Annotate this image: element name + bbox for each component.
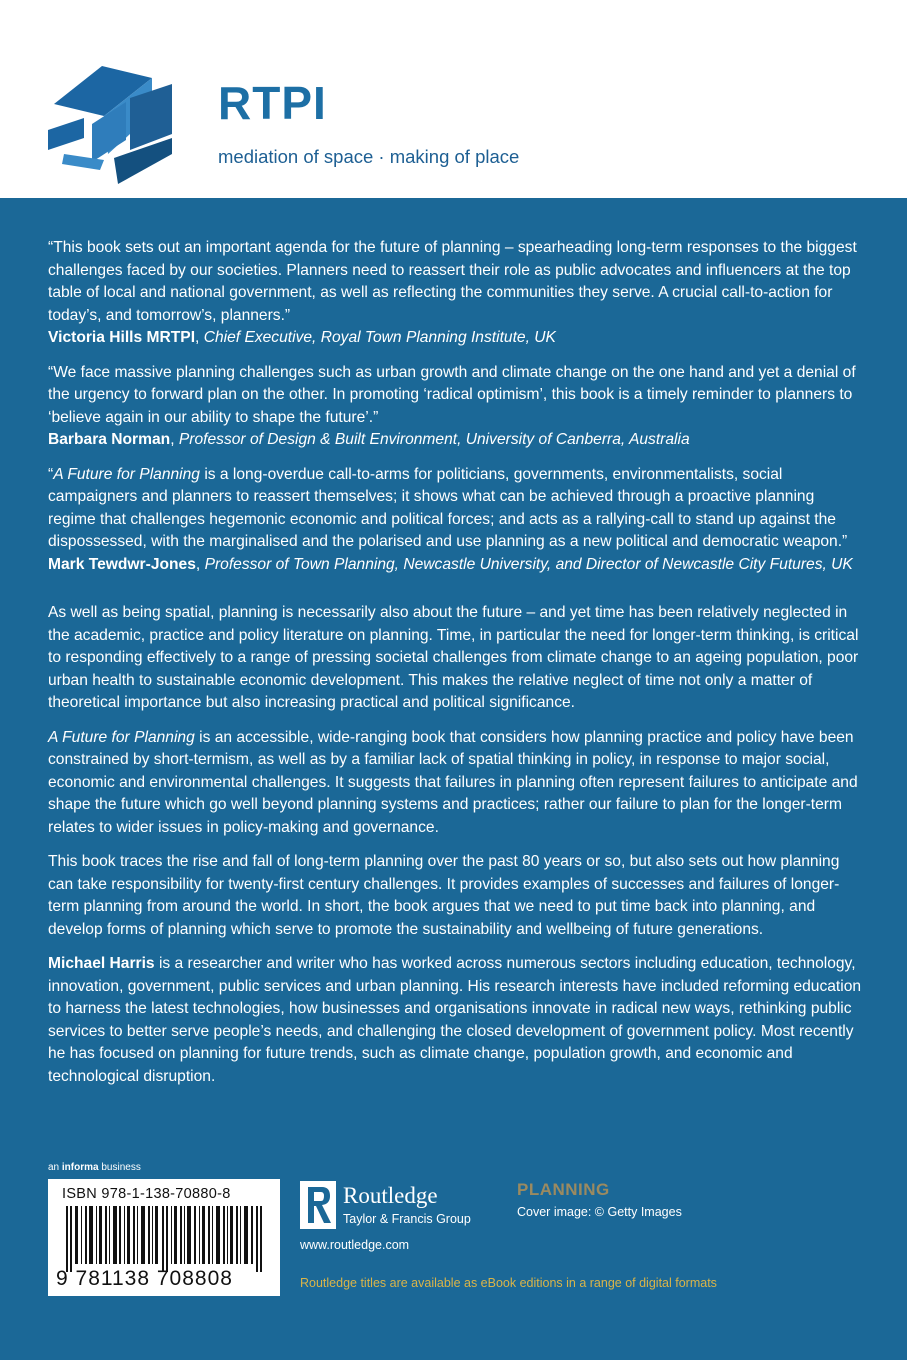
endorsement-1 (48, 237, 863, 350)
publisher-group: Taylor & Francis Group (343, 1212, 471, 1226)
brand-tagline: mediation of space · making of place (218, 146, 520, 167)
endorsement-3 (48, 464, 863, 577)
endorser-role: Professor of Design & Built Environment, University of Canberra, Australia (178, 431, 690, 448)
author-bio (48, 953, 863, 1088)
cover-credit: Cover image: © Getty Images (517, 1205, 682, 1219)
barcode-number: 9 781138 708808 (56, 1267, 233, 1290)
endorsement-quote: “This book sets out an important agenda for the future of planning – spearheading long-term responses to the biggest challenges faced by our societies. Planners need to reassert their role as public advocates and influencers at the top table of local and national government, as well as reflecting the communities they serve. A crucial call-to-action for today’s, and tomorrow’s, planners.” (48, 239, 857, 324)
description-text: is an accessible, wide-ranging book that considers how planning practice and policy have been constrained by short-termism, as well as by a familiar lack of spatial thinking in policy, in response to major social, economic and environmental challenges. It suggests that failures in planning often represent failures to anticipate and shape the future which go well beyond planning systems and practices; rather our failure to plan for the longer-term relates to wider issues in policy-making and governance. (48, 728, 858, 836)
endorsement-attribution: Victoria Hills MRTPI, Chief Executive, Royal Town Planning Institute, UK (48, 329, 556, 346)
publisher-url: www.routledge.com (300, 1238, 410, 1252)
description-paragraph-2 (48, 727, 863, 840)
endorsement-quote: is a long-overdue call-to-arms for politicians, governments, environmentalists, social campaigners and planners to reassert themselves; it shows what can be achieved through a proactive planning regime that challenges hegemonic economic and political forces; and acts as a rallying-call to stand up against the dispossessed, with the marginalised and the polarised and use planning as a new political and democratic weapon.” (48, 465, 848, 550)
endorsement-quote: “We face massive planning challenges such as urban growth and climate change on the one hand and yet a denial of the urgency to forward plan on the other. In promoting ‘radical optimism’, this book is a timely reminder to planners to ‘believe again in our ability to shape the future’.” (48, 363, 856, 426)
endorser-name: Victoria Hills MRTPI (48, 329, 196, 346)
author-name: Michael Harris (48, 955, 155, 972)
barcode-icon (58, 1206, 272, 1272)
endorser-role: Chief Executive, Royal Town Planning Institute, UK (203, 329, 556, 346)
endorsement-quote-open: “ (48, 465, 54, 483)
header-band (0, 0, 907, 198)
rtpi-cube-logo-icon (44, 58, 179, 186)
brand-name: RTPI (218, 77, 327, 129)
subject-category: PLANNING (517, 1180, 610, 1199)
endorser-name: Barbara Norman (48, 431, 171, 448)
endorser-role: Professor of Town Planning, Newcastle University, and Director of Newcastle City Futures, UK (204, 555, 853, 573)
book-title-italic: A Future for Planning (48, 728, 195, 746)
description-paragraph-1: As well as being spatial, planning is necessarily also about the future – and yet time has been relatively neglected in the academic, practice and policy literature on planning. Time, in particular the need for longer-term thinking, is critical to responding effectively to a range of pressing societal challenges from climate change to an ageing population, poor urban health to sustainable economic development. This makes the relative neglect of time not only a matter of theoretical importance but also increasing practical and political significance. (48, 604, 859, 711)
main-text (48, 237, 863, 1100)
book-title-italic: A Future for Planning (53, 465, 200, 483)
publisher-name: Routledge (343, 1183, 438, 1208)
ebook-note: Routledge titles are available as eBook editions in a range of digital formats (300, 1276, 717, 1290)
barcode-box (48, 1179, 280, 1296)
author-bio-text: is a researcher and writer who has worked across numerous sectors including education, technology, innovation, government, public services and urban planning. His research interests have included reforming education to harness the latest technologies, how businesses and organisations innovate in radical new ways, rethinking public services to better serve people’s needs, and challenging the closed development of government policy. Most recently he has focused on planning for future trends, such as climate change, population growth, and economic and technological disruption. (48, 955, 862, 1085)
endorsement-2 (48, 362, 863, 452)
routledge-r-logo-icon (300, 1181, 336, 1229)
endorsement-attribution: Mark Tewdwr-Jones, Professor of Town Planning, Newcastle University, and Director of Newcastle City Futures, UK (48, 555, 853, 573)
informa-brand: informa (61, 1162, 99, 1173)
informa-note: an informa business (48, 1162, 141, 1173)
endorsement-attribution: Barbara Norman, Professor of Design & Built Environment, University of Canberra, Australia (48, 431, 690, 448)
endorser-name: Mark Tewdwr-Jones (48, 555, 196, 573)
description-paragraph-3: This book traces the rise and fall of long-term planning over the past 80 years or so, but also sets out how planning can take responsibility for twenty-first century challenges. It provides examples of successes and failures of longer-term planning from around the world. In short, the book argues that we need to put time back into planning, and develop forms of planning which serve to promote the sustainability and wellbeing of future generations. (48, 853, 840, 938)
isbn: ISBN 978-1-138-70880-8 (62, 1186, 231, 1202)
